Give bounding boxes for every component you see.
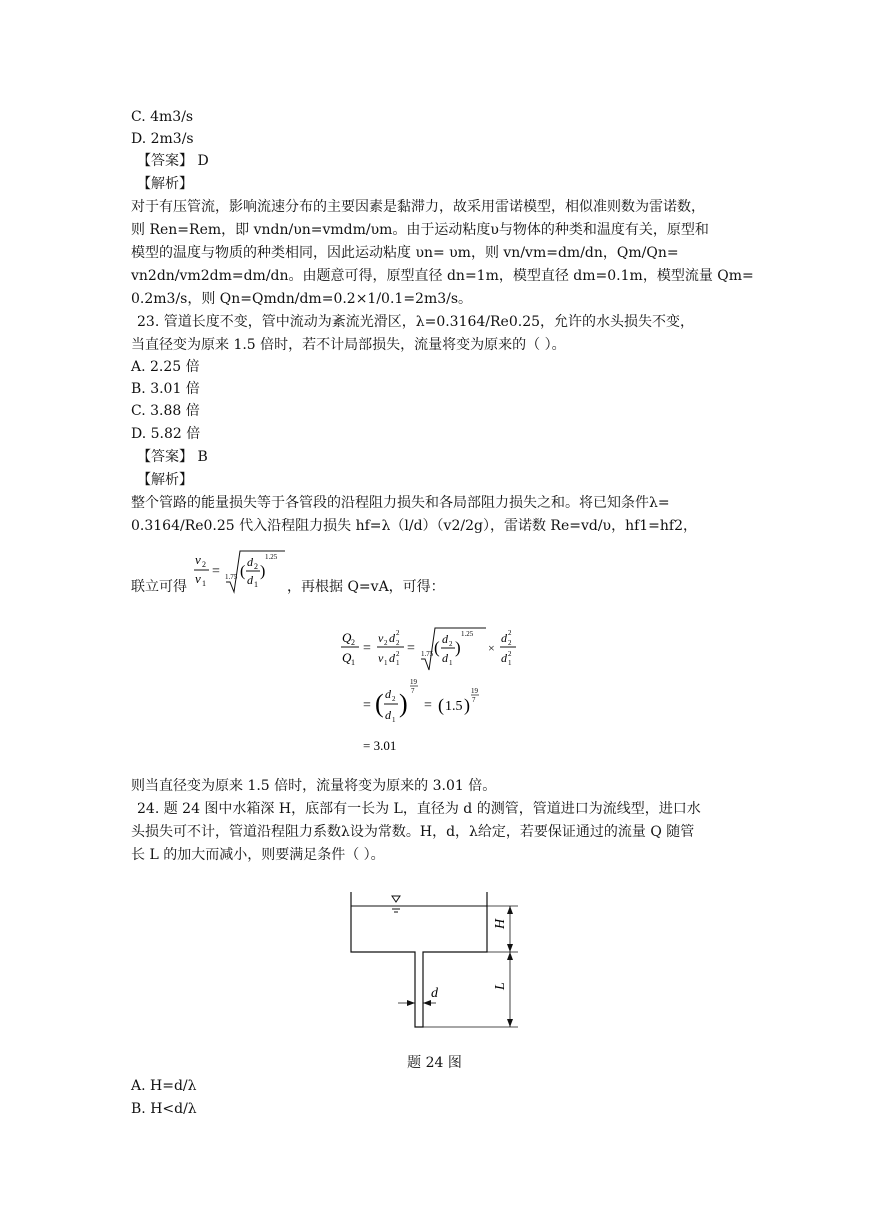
exponent-num: 19 (471, 687, 478, 695)
formula-sub: 1 (384, 659, 388, 667)
formula-d1: d (501, 651, 507, 665)
exponent: 1.25 (265, 553, 278, 561)
paren-right: ) (260, 563, 266, 580)
analysis-line: vn2dn/vm2dm=dm/dn。由题意可得，原型直径 dn=1m，模型直径 dm=0.1m，模型流量 Qm= (131, 268, 754, 284)
exponent-den: 7 (472, 696, 476, 704)
option-a: A. 2.25 倍 (131, 359, 200, 375)
paren-right: ) (464, 695, 470, 715)
question-stem: 23. 管道长度不变，管中流动为紊流光滑区，λ=0.3164/Re0.25，允许的水头损失不变， (137, 314, 695, 330)
analysis-label: 【解析】 (137, 472, 193, 488)
conclusion: 则当直径变为原来 1.5 倍时，流量将变为原来的 3.01 倍。 (131, 778, 497, 794)
formula-sub: 1 (392, 716, 396, 724)
formula-sub: 2 (396, 639, 400, 647)
formula-sub: 1 (202, 579, 206, 588)
formula-v1d1: v (378, 651, 384, 665)
formula-sub: 1 (254, 580, 258, 589)
formula-q1: Q (342, 650, 352, 665)
root-index: 1.75 (421, 650, 434, 658)
exponent-den: 7 (411, 687, 415, 695)
formula-d2: d (247, 555, 253, 569)
result-value: = 3.01 (363, 738, 397, 753)
formula-sub: 1 (449, 659, 453, 667)
radical-sign (421, 628, 486, 670)
question-stem: 24. 题 24 图中水箱深 H，底部有一长为 L，直径为 d 的测管，管道进口为流线型，进口水 (137, 801, 701, 817)
equals-sign: = (212, 564, 220, 579)
formula-d1: d (247, 573, 253, 587)
formula-sub: 2 (449, 640, 453, 648)
arrow-head (423, 1000, 431, 1006)
formula-sub: 2 (202, 560, 206, 569)
answer-label: 【答案】 D (137, 153, 209, 169)
label-d: d (431, 986, 438, 1001)
formula-sup: 2 (396, 629, 400, 637)
formula-d1: d (385, 708, 391, 722)
equals-sign: = (424, 698, 432, 713)
option-a: A. H=d/λ (131, 1078, 197, 1094)
arrow-head (507, 906, 513, 914)
question-stem: 长 L 的加大而减小，则要满足条件（ ）。 (131, 847, 385, 863)
exponent-num: 19 (410, 678, 417, 686)
water-level-icon (392, 896, 400, 902)
formula-sup: 2 (396, 650, 400, 658)
formula-d: d (389, 651, 395, 665)
paren-left: ( (375, 689, 384, 718)
tank-figure (340, 888, 530, 1033)
question-stem: 头损失可不计，管道沿程阻力系数λ设为常数。H，d，λ给定，若要保证通过的流量 Q 随管 (131, 824, 695, 840)
joint-suffix: ，再根据 Q=vA，可得： (287, 579, 445, 595)
option-d: D. 2m3/s (131, 131, 194, 147)
formula-sub: 2 (254, 562, 258, 571)
formula-sub: 2 (384, 639, 388, 647)
arrow-head (507, 952, 513, 960)
formula-sub: 1 (396, 659, 400, 667)
equals-sign: = (363, 698, 371, 713)
formula-v1: v (195, 571, 201, 586)
label-l: L (493, 982, 508, 990)
analysis-line: 模型的温度与物质的种类相同，因此运动粘度 υn= υm，则 vn/vm=dm/dn，Qm/Qn= (131, 245, 679, 261)
formula-sub: 2 (508, 639, 512, 647)
paren-left: ( (438, 695, 444, 715)
formula-d2: d (501, 631, 507, 645)
arrow-head (507, 1019, 513, 1027)
paren-left: ( (240, 563, 246, 580)
tank-outline (351, 892, 487, 1027)
base-value: 1.5 (445, 699, 463, 714)
formula-q2: Q (342, 630, 352, 645)
question-stem: 当直径变为原来 1.5 倍时，若不计局部损失，流量将变为原来的（ ）。 (131, 337, 566, 353)
formula-d2: d (385, 687, 391, 701)
formula-v2: v (195, 552, 201, 567)
figure-caption: 题 24 图 (407, 1055, 462, 1071)
formula-sub: 1 (508, 659, 512, 667)
analysis-line: 0.3164/Re0.25 代入沿程阻力损失 hf=λ（l/d）（v2/2g），雷诺数 Re=vd/υ，hf1=hf2， (131, 518, 698, 534)
analysis-label: 【解析】 (137, 176, 193, 192)
analysis-line: 整个管路的能量损失等于各管段的沿程阻力损失和各局部阻力损失之和。将已知条件λ= (131, 495, 670, 511)
formula-v2d2: v (378, 631, 384, 645)
equals-sign: = (407, 641, 415, 656)
analysis-line: 则 Ren=Rem，即 vndn/υn=vmdm/υm。由于运动粘度υ与物体的种类和温度有关，原型和 (131, 222, 709, 238)
option-c: C. 4m3/s (131, 109, 194, 125)
velocity-ratio-formula (193, 546, 289, 598)
formula-sub: 1 (351, 658, 355, 667)
option-b: B. H<d/λ (131, 1101, 197, 1117)
formula-d2: d (442, 632, 448, 646)
formula-sub: 2 (351, 638, 355, 647)
option-c: C. 3.88 倍 (131, 403, 200, 419)
joint-prefix: 联立可得 (131, 579, 187, 595)
paren-right: ) (399, 689, 408, 718)
arrow-head (507, 944, 513, 952)
formula-d1: d (442, 651, 448, 665)
root-index: 1.75 (225, 573, 238, 581)
option-d: D. 5.82 倍 (131, 426, 201, 442)
formula-sub: 2 (392, 695, 396, 703)
option-b: B. 3.01 倍 (131, 381, 200, 397)
arrow-head (407, 1000, 415, 1006)
formula-d: d (389, 631, 395, 645)
formula-sup: 2 (508, 629, 512, 637)
equals-sign: = (363, 641, 371, 656)
analysis-line: 0.2m3/s，则 Qn=Qmdn/dm=0.2×1/0.1=2m3/s。 (131, 291, 473, 307)
formula-sup: 2 (508, 650, 512, 658)
answer-label: 【答案】 B (137, 449, 208, 465)
paren-left: ( (434, 638, 440, 657)
times-sign: × (488, 641, 495, 655)
flow-ratio-derivation (338, 622, 538, 762)
paren-right: ) (455, 638, 461, 657)
label-h: H (493, 918, 508, 929)
analysis-line: 对于有压管流，影响流速分布的主要因素是黏滞力，故采用雷诺模型，相似准则数为雷诺数， (131, 199, 705, 215)
exponent: 1.25 (461, 630, 474, 638)
